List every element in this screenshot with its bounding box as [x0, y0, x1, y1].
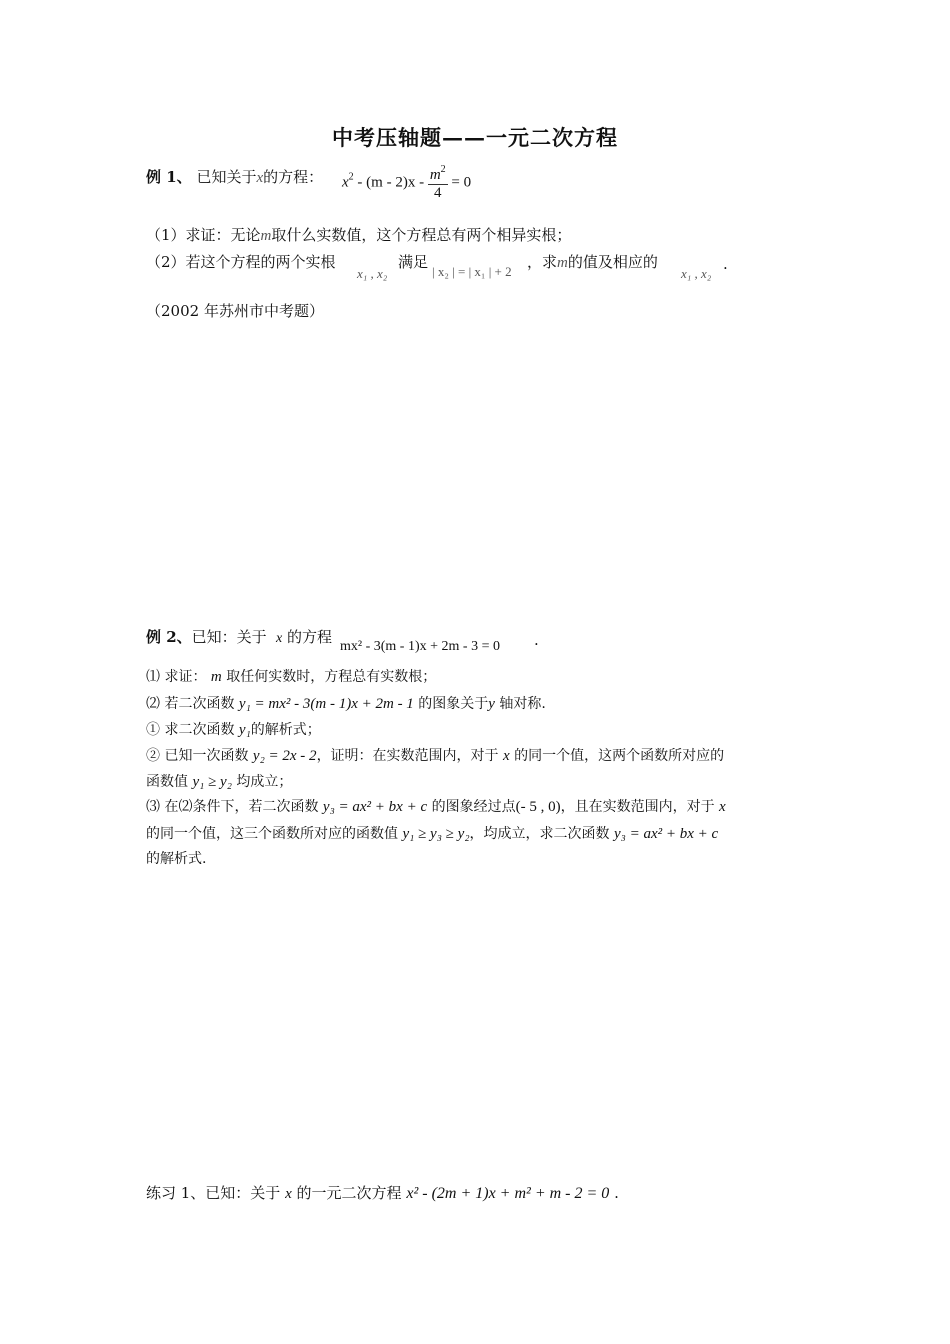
example-2-label: 例 2、 — [146, 628, 192, 646]
text: ⑵ 若二次函数 — [146, 696, 235, 712]
practice-1 — [146, 1183, 619, 1204]
inequality: y₁ ≥ y₂ — [192, 774, 232, 790]
text: ② 已知一次函数 — [146, 748, 249, 764]
text: 的值及相应的 — [567, 253, 658, 271]
text: ① 求二次函数 — [146, 722, 235, 738]
text: 的方程 — [287, 628, 333, 646]
equation: y₂ = 2x - 2 — [252, 748, 317, 764]
text: 已知：关于 — [191, 628, 267, 646]
fraction: $\frac{m^2}{4}$ — [429, 164, 446, 201]
var-x: x — [256, 170, 264, 186]
example-2-intro — [146, 627, 267, 647]
example-1-source: （2002 年苏州市中考题） — [146, 302, 324, 320]
var-y1: y₁ — [238, 722, 251, 738]
text: ，证明：在实数范围内，对于 — [316, 748, 499, 764]
text: 的解析式； — [250, 722, 321, 738]
var-m: m — [557, 255, 568, 271]
example-2-part-3-line-3: 的解析式. — [146, 851, 207, 867]
var-m: m — [260, 228, 272, 244]
example-2-part-1 — [146, 667, 436, 687]
text: 的方程： — [263, 168, 324, 186]
text: ，且在实数范围内，对于 — [560, 799, 715, 815]
page-title: 中考压轴题——一元二次方程 — [332, 125, 618, 150]
roots: x₁ , x₂ — [357, 266, 388, 281]
inequality: y₁ ≥ y₃ ≥ y₂ — [402, 826, 470, 842]
example-2-equation: mx² - 3(m - 1)x + 2m - 3 = 0 — [340, 639, 500, 654]
text: 取什么实数值，这个方程总有两个相异实根； — [271, 226, 572, 244]
text: . — [723, 255, 728, 273]
example-2-part-2 — [146, 694, 546, 714]
eq-part: - (m - 2)x - — [353, 174, 428, 191]
example-2-circle-2-line-1 — [146, 746, 724, 766]
equation: y₁ = mx² - 3(m - 1)x + 2m - 1 — [238, 696, 414, 712]
text: 已知关于 — [196, 168, 257, 186]
example-2-part-3-line-2 — [146, 824, 718, 844]
var-x: x — [285, 1186, 292, 1202]
frac-num: m — [429, 167, 441, 183]
text-group — [527, 252, 658, 273]
var-m: m — [210, 669, 222, 685]
example-1-question-2 — [146, 252, 336, 272]
text: 的图象经过点 — [431, 799, 516, 815]
example-2-circle-2-line-2 — [146, 772, 292, 792]
equation: y₃ = ax² + bx + c — [322, 799, 428, 815]
text: ，求 — [527, 253, 558, 271]
equation: y₃ = ax² + bx + c — [614, 826, 719, 842]
equation: x² - (2m + 1)x + m² + m - 2 = 0 — [406, 1185, 610, 1202]
text: 均成立； — [236, 774, 293, 790]
text: ，均成立，求二次函数 — [469, 826, 610, 842]
var-x: x — [276, 631, 283, 646]
text: 的同一个值，这三个函数所对应的函数值 — [146, 826, 398, 842]
var-x: x — [503, 748, 510, 764]
var-x: x — [719, 799, 726, 815]
var-y: y — [488, 696, 495, 712]
text: 取任何实数时，方程总有实数根； — [226, 669, 437, 685]
text: （2）若这个方程的两个实根 — [146, 253, 336, 271]
eq-part: x — [342, 174, 349, 191]
example-1-intro — [146, 167, 323, 188]
text: 满足 — [398, 253, 429, 271]
text: . — [534, 631, 539, 649]
text: （1）求证：无论 — [146, 226, 261, 244]
example-1-label: 例 1、 — [146, 168, 192, 186]
eq-part: = 0 — [447, 174, 472, 191]
condition: | x₂ | = | x₁ | + 2 — [432, 264, 512, 279]
example-2-part-3-line-1 — [146, 797, 726, 817]
text: 轴对称. — [499, 696, 546, 712]
example-2-circle-1 — [146, 720, 321, 740]
text: . — [614, 1184, 619, 1202]
text: ⑴ 求证： — [146, 669, 207, 685]
text: ⑶ 在⑵条件下，若二次函数 — [146, 799, 319, 815]
text: 函数值 — [146, 774, 188, 790]
frac-den: 4 — [434, 185, 442, 201]
example-1-equation: $x^2 - (m - 2)x$ - $\frac{m^2}{4}$ = 0 — [342, 164, 472, 201]
roots: x₁ , x₂ — [681, 266, 712, 281]
text: 的一元二次方程 — [296, 1184, 402, 1202]
point: (- 5 , 0) — [515, 799, 561, 815]
text: 的图象关于 — [418, 696, 489, 712]
example-1-question-1 — [146, 225, 571, 246]
text: 的同一个值，这两个函数所对应的 — [514, 748, 725, 764]
text: 练习 1、已知：关于 — [146, 1184, 281, 1202]
